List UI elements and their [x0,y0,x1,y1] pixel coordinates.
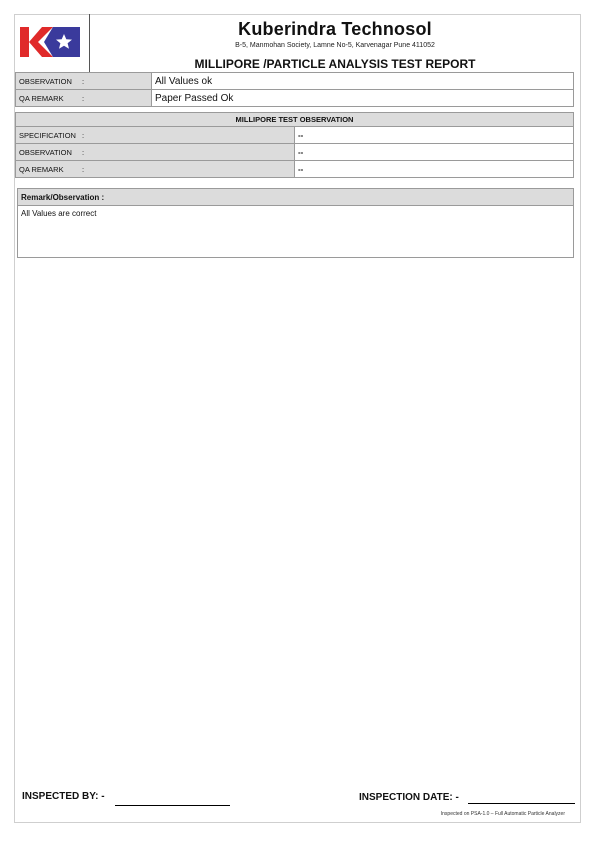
summary-value: All Values ok [152,73,574,90]
test-label-cell [16,127,295,144]
row-colon: : [82,76,85,86]
table-row [16,90,574,107]
summary-label-cell [16,90,152,107]
summary-table [15,72,574,107]
company-address: B-5, Manmohan Society, Lamne No-5, Karvenagar Pune 411052 [235,42,435,49]
remark-title: Remark/Observation : [18,189,573,206]
remark-text: All Values are correct [21,209,97,218]
test-value: -- [295,161,574,178]
millipore-test-table [15,112,574,178]
remark-box [17,188,574,258]
test-label-cell [16,144,295,161]
section-header-row [16,113,574,127]
table-row [16,144,574,161]
row-label: SPECIFICATION [19,130,76,140]
test-value: -- [295,127,574,144]
inspection-date-label: INSPECTION DATE: - [359,792,459,803]
row-label: OBSERVATION [19,76,72,86]
report-title: MILLIPORE /PARTICLE ANALYSIS TEST REPORT [194,57,476,71]
summary-value: Paper Passed Ok [152,90,574,107]
report-header [14,14,581,72]
row-label: OBSERVATION [19,147,72,157]
ki-logo-icon [20,25,82,59]
test-value: -- [295,144,574,161]
inspected-by-signature-line [115,805,230,806]
row-colon: : [82,93,85,103]
table-row [16,73,574,90]
row-label: QA REMARK [19,164,64,174]
table-row [16,161,574,178]
inspected-by-label: INSPECTED BY: - [22,791,105,802]
section-title: MILLIPORE TEST OBSERVATION [16,113,574,127]
company-logo [14,14,90,72]
inspection-date-line [468,803,575,804]
summary-label-cell [16,73,152,90]
table-row [16,127,574,144]
footer-note: Inspected on PSA-1.0 – Full Automatic Particle Analyzer [440,811,565,817]
row-colon: : [82,130,85,140]
row-label: QA REMARK [19,93,64,103]
company-name: Kuberindra Technosol [238,19,432,39]
test-label-cell [16,161,295,178]
row-colon: : [82,164,85,174]
row-colon: : [82,147,85,157]
